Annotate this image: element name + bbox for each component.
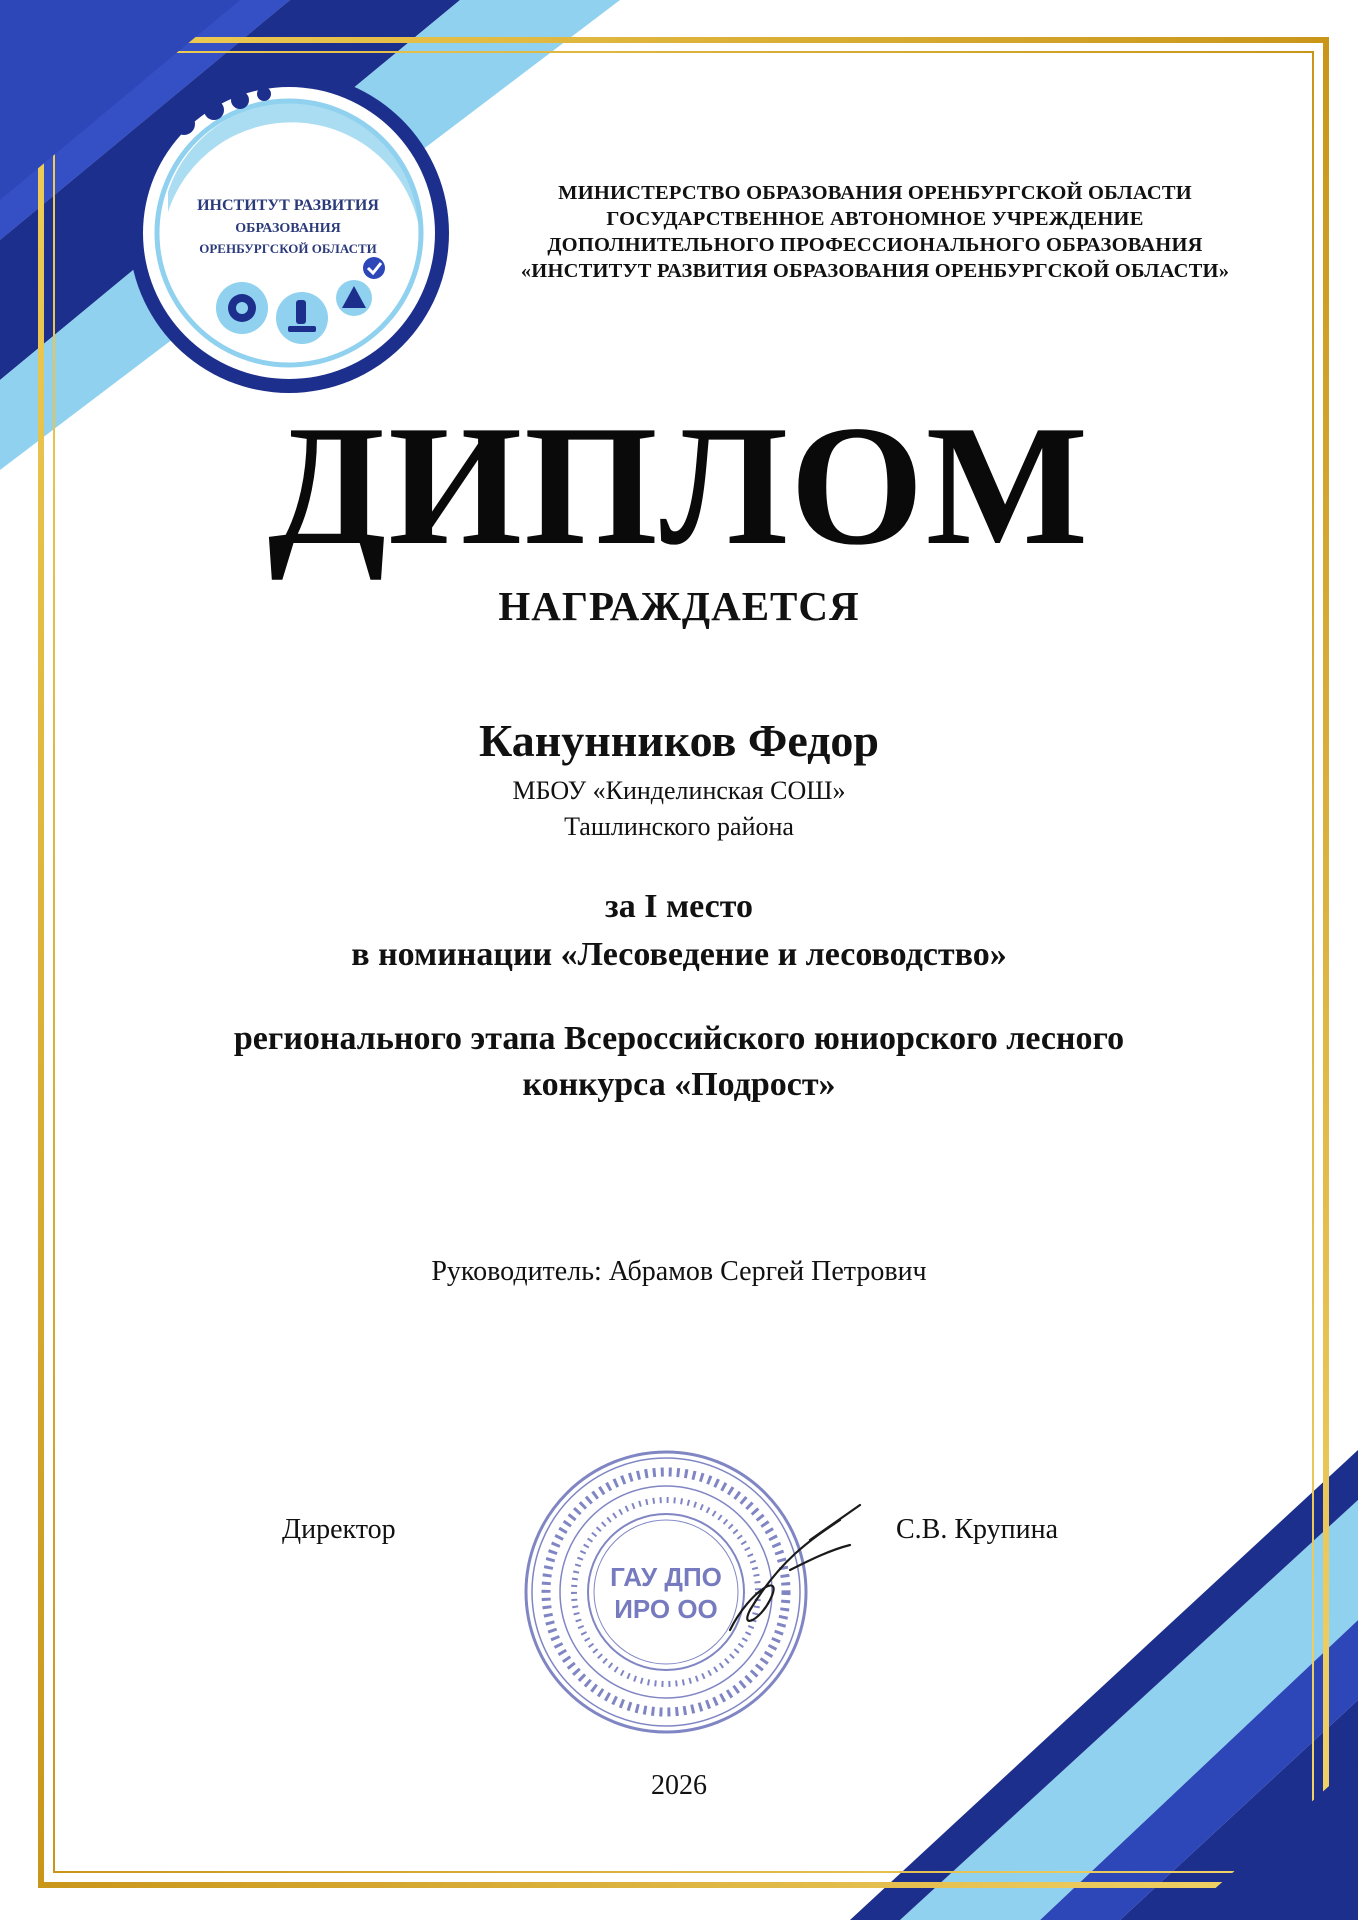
contest-stage-line2: конкурса «Подрост»: [522, 1066, 836, 1103]
logo-text-line2: ОБРАЗОВАНИЯ: [235, 221, 341, 236]
institute-logo: [128, 72, 450, 394]
header-line-institution-type: ГОСУДАРСТВЕННОЕ АВТОНОМНОЕ УЧРЕЖДЕНИЕ: [606, 208, 1144, 230]
issuer-header: [440, 180, 1310, 284]
award-place: за I место: [605, 888, 753, 925]
diploma-title: ДИПЛОМ: [267, 391, 1091, 581]
stamp-text-line1: ГАУ ДПО: [610, 1562, 722, 1592]
director-name: С.В. Крупина: [896, 1514, 1059, 1545]
tent-icon: [336, 280, 372, 316]
director-signature: [690, 1500, 870, 1650]
recipient-school: МБОУ «Кинделинская СОШ»: [512, 776, 846, 805]
contest-stage-line1: регионального этапа Всероссийского юниорского лесного: [233, 1020, 1125, 1057]
microscope-icon: [276, 292, 328, 344]
diploma-year: 2026: [651, 1770, 707, 1801]
recipient-name: Канунников Федор: [478, 715, 880, 766]
director-label: Директор: [282, 1514, 396, 1545]
supervisor-line: Руководитель: Абрамов Сергей Петрович: [431, 1256, 927, 1287]
recipient-district: Ташлинского района: [564, 812, 794, 841]
stamp-text-line2: ИРО ОО: [614, 1594, 718, 1624]
logo-text-line3: ОРЕНБУРГСКОЙ ОБЛАСТИ: [199, 241, 377, 256]
logo-text-line1: ИНСТИТУТ РАЗВИТИЯ: [197, 197, 379, 214]
header-line-institute-name: «ИНСТИТУТ РАЗВИТИЯ ОБРАЗОВАНИЯ ОРЕНБУРГСКОЙ ОБЛАСТИ»: [520, 260, 1230, 282]
gear-icon: [216, 282, 268, 334]
awarded-label: НАГРАЖДАЕТСЯ: [498, 583, 860, 629]
award-nomination: в номинации «Лесоведение и лесоводство»: [351, 936, 1007, 973]
checkmark-icon: [363, 257, 385, 279]
header-line-ministry: МИНИСТЕРСТВО ОБРАЗОВАНИЯ ОРЕНБУРГСКОЙ ОБЛАСТИ: [558, 182, 1192, 204]
header-line-education: ДОПОЛНИТЕЛЬНОГО ПРОФЕССИОНАЛЬНОГО ОБРАЗОВАНИЯ: [547, 234, 1203, 256]
